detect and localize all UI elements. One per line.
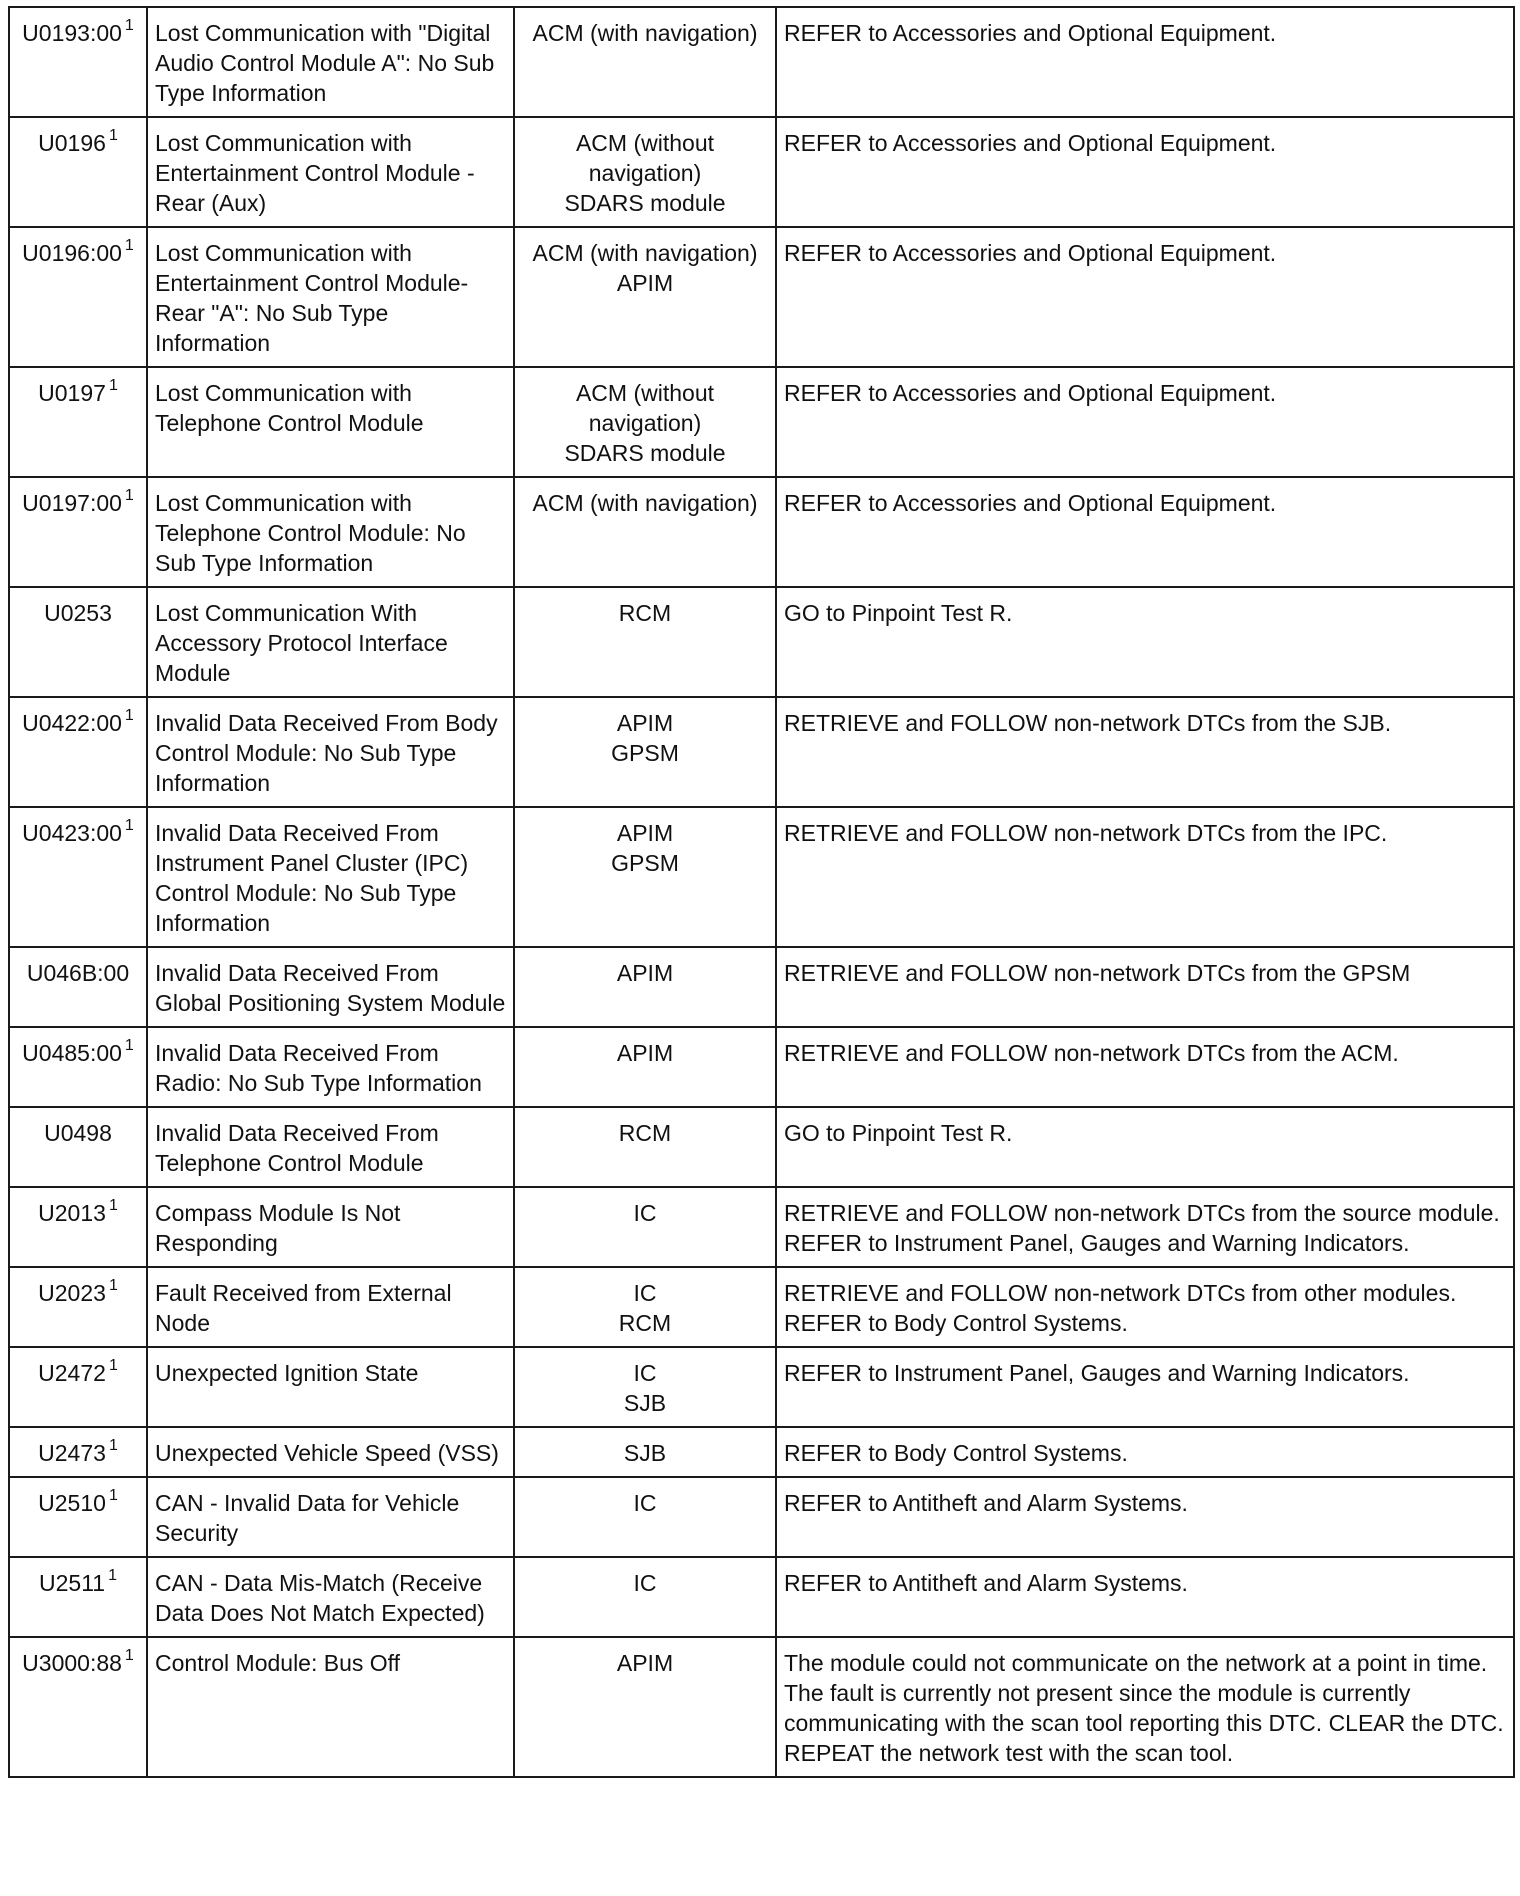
- module-name: APIM: [616, 960, 674, 986]
- dtc-modules: [514, 1107, 776, 1187]
- module-name: ACM (without navigation): [575, 130, 715, 186]
- dtc-modules: [514, 1427, 776, 1477]
- dtc-action: REFER to Accessories and Optional Equipment.: [776, 7, 1514, 117]
- dtc-table-body: [9, 7, 1514, 1777]
- table-row: [9, 117, 1514, 227]
- module-name: ACM (with navigation): [532, 20, 758, 46]
- table-row: [9, 587, 1514, 697]
- table-row: [9, 477, 1514, 587]
- dtc-action: REFER to Accessories and Optional Equipment.: [776, 477, 1514, 587]
- table-row: [9, 1267, 1514, 1347]
- dtc-action: The module could not communicate on the network at a point in time. The fault is currently not present since the module is currently communicating with the scan tool reporting this DTC. CLEAR the DTC. REPEAT the network test with the scan tool.: [776, 1637, 1514, 1777]
- module-name: APIM: [616, 1040, 674, 1066]
- dtc-modules: [514, 587, 776, 697]
- footnote-marker: 1: [108, 1357, 118, 1375]
- dtc-action: RETRIEVE and FOLLOW non-network DTCs from other modules. REFER to Body Control Systems.: [776, 1267, 1514, 1347]
- dtc-description: Compass Module Is Not Responding: [147, 1187, 514, 1267]
- dtc-modules: [514, 1557, 776, 1637]
- table-row: [9, 227, 1514, 367]
- dtc-description: Invalid Data Received From Telephone Control Module: [147, 1107, 514, 1187]
- dtc-modules: [514, 807, 776, 947]
- footnote-marker: 1: [108, 1487, 118, 1505]
- dtc-code: U0423:00: [22, 820, 122, 846]
- dtc-code-cell: [9, 1637, 147, 1777]
- dtc-action: REFER to Instrument Panel, Gauges and Warning Indicators.: [776, 1347, 1514, 1427]
- dtc-code-cell: [9, 7, 147, 117]
- dtc-modules: [514, 1637, 776, 1777]
- dtc-action: REFER to Accessories and Optional Equipment.: [776, 227, 1514, 367]
- module-name: IC: [633, 1490, 657, 1516]
- module-name: ACM (with navigation): [532, 490, 758, 516]
- footnote-marker: 1: [124, 17, 134, 35]
- dtc-description: CAN - Invalid Data for Vehicle Security: [147, 1477, 514, 1557]
- dtc-description: Lost Communication With Accessory Protocol Interface Module: [147, 587, 514, 697]
- dtc-code: U0498: [44, 1120, 112, 1146]
- table-row: [9, 1107, 1514, 1187]
- dtc-code-cell: [9, 587, 147, 697]
- dtc-code: U2510: [38, 1490, 106, 1516]
- dtc-description: Lost Communication with "Digital Audio Control Module A": No Sub Type Information: [147, 7, 514, 117]
- table-row: [9, 1477, 1514, 1557]
- footnote-marker: 1: [108, 1277, 118, 1295]
- dtc-code: U0253: [44, 600, 112, 626]
- dtc-description: Unexpected Vehicle Speed (VSS): [147, 1427, 514, 1477]
- dtc-code-cell: [9, 117, 147, 227]
- table-row: [9, 947, 1514, 1027]
- dtc-description: Invalid Data Received From Radio: No Sub Type Information: [147, 1027, 514, 1107]
- module-name: GPSM: [611, 850, 679, 876]
- dtc-code-cell: [9, 697, 147, 807]
- dtc-modules: [514, 117, 776, 227]
- dtc-code: U046B:00: [26, 960, 130, 986]
- dtc-description: Lost Communication with Entertainment Control Module - Rear (Aux): [147, 117, 514, 227]
- dtc-modules: [514, 697, 776, 807]
- table-row: [9, 697, 1514, 807]
- dtc-modules: [514, 7, 776, 117]
- dtc-modules: [514, 367, 776, 477]
- dtc-code-cell: [9, 367, 147, 477]
- dtc-modules: [514, 227, 776, 367]
- dtc-code: U0196: [38, 130, 106, 156]
- dtc-description: Lost Communication with Telephone Control Module: No Sub Type Information: [147, 477, 514, 587]
- table-row: [9, 367, 1514, 477]
- dtc-action: REFER to Accessories and Optional Equipment.: [776, 117, 1514, 227]
- dtc-code-cell: [9, 1347, 147, 1427]
- dtc-code-cell: [9, 1477, 147, 1557]
- dtc-modules: [514, 1267, 776, 1347]
- footnote-marker: 1: [124, 707, 134, 725]
- footnote-marker: 1: [124, 237, 134, 255]
- table-row: [9, 1637, 1514, 1777]
- dtc-code: U0197:00: [22, 490, 122, 516]
- dtc-description: Invalid Data Received From Global Positioning System Module: [147, 947, 514, 1027]
- module-name: GPSM: [611, 740, 679, 766]
- dtc-action: RETRIEVE and FOLLOW non-network DTCs from the SJB.: [776, 697, 1514, 807]
- table-row: [9, 807, 1514, 947]
- table-row: [9, 1027, 1514, 1107]
- dtc-description: CAN - Data Mis-Match (Receive Data Does Not Match Expected): [147, 1557, 514, 1637]
- module-name: SDARS module: [564, 440, 726, 466]
- dtc-code-cell: [9, 1187, 147, 1267]
- dtc-modules: [514, 1187, 776, 1267]
- dtc-action: RETRIEVE and FOLLOW non-network DTCs from the GPSM: [776, 947, 1514, 1027]
- module-name: IC: [633, 1570, 657, 1596]
- dtc-action: RETRIEVE and FOLLOW non-network DTCs from the source module. REFER to Instrument Panel, Gauges and Warning Indicators.: [776, 1187, 1514, 1267]
- dtc-action: REFER to Body Control Systems.: [776, 1427, 1514, 1477]
- dtc-description: Control Module: Bus Off: [147, 1637, 514, 1777]
- module-name: APIM: [616, 710, 674, 736]
- table-row: [9, 1557, 1514, 1637]
- module-name: SJB: [623, 1440, 667, 1466]
- footnote-marker: 1: [108, 1567, 117, 1585]
- dtc-code-cell: [9, 1027, 147, 1107]
- dtc-code: U0197: [38, 380, 106, 406]
- dtc-code-cell: [9, 477, 147, 587]
- dtc-action: RETRIEVE and FOLLOW non-network DTCs from the IPC.: [776, 807, 1514, 947]
- dtc-code-cell: [9, 807, 147, 947]
- footnote-marker: 1: [108, 1197, 118, 1215]
- table-row: [9, 1187, 1514, 1267]
- module-name: APIM: [616, 270, 674, 296]
- dtc-code-cell: [9, 1557, 147, 1637]
- dtc-modules: [514, 1027, 776, 1107]
- dtc-action: REFER to Antitheft and Alarm Systems.: [776, 1477, 1514, 1557]
- module-name: RCM: [618, 600, 672, 626]
- module-name: RCM: [618, 1120, 672, 1146]
- module-name: ACM (without navigation): [575, 380, 715, 436]
- dtc-table: [8, 6, 1515, 1778]
- dtc-description: Lost Communication with Entertainment Control Module-Rear "A": No Sub Type Information: [147, 227, 514, 367]
- module-name: RCM: [618, 1310, 672, 1336]
- dtc-action: GO to Pinpoint Test R.: [776, 1107, 1514, 1187]
- dtc-description: Invalid Data Received From Body Control Module: No Sub Type Information: [147, 697, 514, 807]
- dtc-modules: [514, 1347, 776, 1427]
- module-name: IC: [633, 1360, 657, 1386]
- dtc-description: Unexpected Ignition State: [147, 1347, 514, 1427]
- footnote-marker: 1: [124, 1647, 134, 1665]
- dtc-code: U0422:00: [22, 710, 122, 736]
- table-row: [9, 1347, 1514, 1427]
- dtc-code: U2013: [38, 1200, 106, 1226]
- dtc-description: Fault Received from External Node: [147, 1267, 514, 1347]
- dtc-code-cell: [9, 1107, 147, 1187]
- footnote-marker: 1: [108, 1437, 118, 1455]
- footnote-marker: 1: [124, 487, 134, 505]
- dtc-action: GO to Pinpoint Test R.: [776, 587, 1514, 697]
- dtc-action: REFER to Accessories and Optional Equipment.: [776, 367, 1514, 477]
- dtc-code-cell: [9, 947, 147, 1027]
- dtc-code-cell: [9, 1267, 147, 1347]
- dtc-code: U2472: [38, 1360, 106, 1386]
- dtc-code: U2473: [38, 1440, 106, 1466]
- module-name: APIM: [616, 820, 674, 846]
- dtc-code: U3000:88: [22, 1650, 122, 1676]
- footnote-marker: 1: [124, 1037, 134, 1055]
- table-row: [9, 7, 1514, 117]
- footnote-marker: 1: [108, 127, 118, 145]
- dtc-code: U0196:00: [22, 240, 122, 266]
- table-row: [9, 1427, 1514, 1477]
- dtc-code-cell: [9, 1427, 147, 1477]
- footnote-marker: 1: [108, 377, 118, 395]
- dtc-code-cell: [9, 227, 147, 367]
- dtc-modules: [514, 947, 776, 1027]
- module-name: IC: [633, 1280, 657, 1306]
- dtc-action: RETRIEVE and FOLLOW non-network DTCs from the ACM.: [776, 1027, 1514, 1107]
- dtc-modules: [514, 477, 776, 587]
- module-name: SDARS module: [564, 190, 726, 216]
- dtc-code: U2023: [38, 1280, 106, 1306]
- dtc-code: U0193:00: [22, 20, 122, 46]
- dtc-modules: [514, 1477, 776, 1557]
- footnote-marker: 1: [124, 817, 134, 835]
- dtc-code: U2511: [39, 1570, 106, 1596]
- module-name: IC: [633, 1200, 657, 1226]
- dtc-description: Lost Communication with Telephone Control Module: [147, 367, 514, 477]
- dtc-code: U0485:00: [22, 1040, 122, 1066]
- dtc-action: REFER to Antitheft and Alarm Systems.: [776, 1557, 1514, 1637]
- module-name: APIM: [616, 1650, 674, 1676]
- dtc-description: Invalid Data Received From Instrument Panel Cluster (IPC) Control Module: No Sub Type Information: [147, 807, 514, 947]
- module-name: ACM (with navigation): [532, 240, 758, 266]
- module-name: SJB: [623, 1390, 667, 1416]
